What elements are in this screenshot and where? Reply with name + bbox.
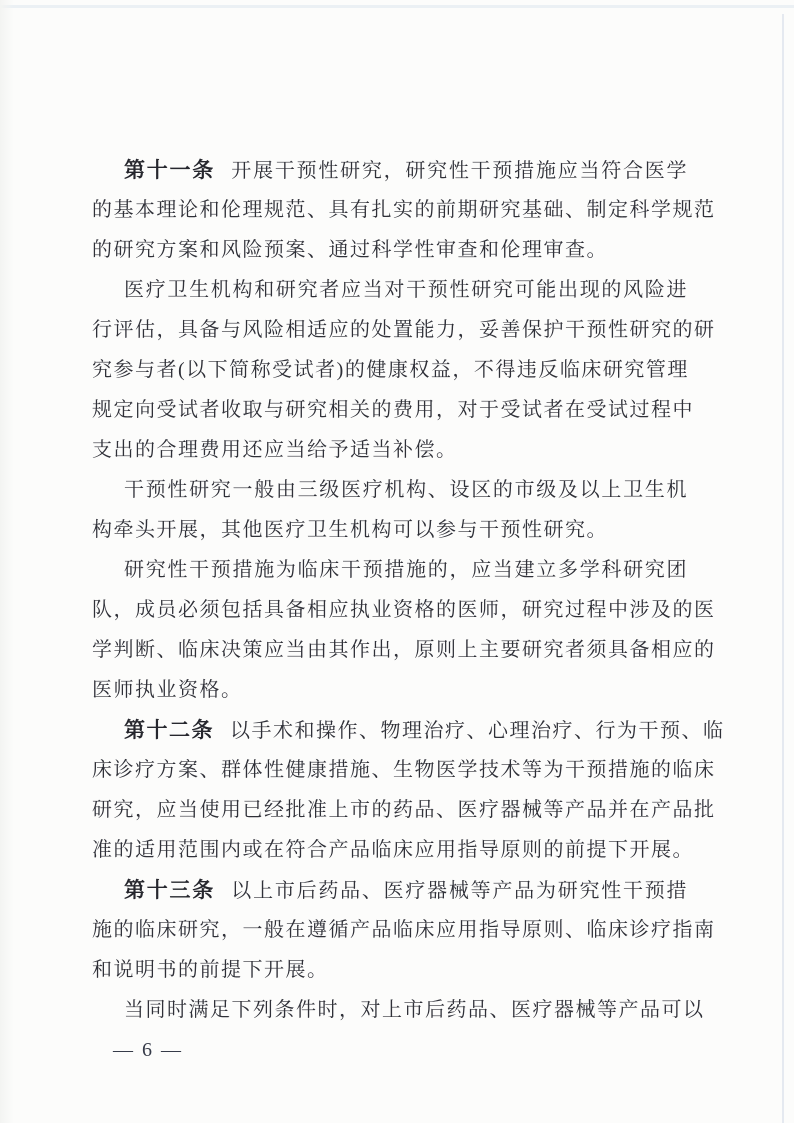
paragraph-article-12 [92,710,725,870]
article-heading: 第十一条 [124,158,216,182]
document-body [92,150,725,1070]
text-line: 医师执业资格。 [92,679,243,701]
text-line-segment: 开展干预性研究，研究性干预措施应当符合医学 [231,160,689,182]
scan-right-edge-line [782,14,784,1123]
text-line: 研究性干预措施为临床干预措施的，应当建立多学科研究团 [124,559,688,581]
text-line-segment: 以手术和操作、物理治疗、心理治疗、行为干预、临 [230,720,725,742]
text-line: 支出的合理费用还应当给予适当补偿。 [92,439,458,461]
article-heading: 第十三条 [124,878,216,902]
paragraph-risk-assessment [92,270,716,470]
article-heading: 第十二条 [124,718,214,742]
paragraph-lead-institutions [92,470,688,550]
text-line [92,710,725,750]
paragraph-article-11 [92,150,716,270]
text-line [92,870,688,910]
scan-left-edge-shade [0,0,14,1123]
text-line: 准的适用范围内或在符合产品临床应用指导原则的前提下开展。 [92,839,694,861]
text-line: 床诊疗方案、群体性健康措施、生物医学技术等为干预措施的临床 [92,759,716,781]
page-number: — 6 — [113,1039,183,1061]
text-line: 的研究方案和风险预案、通过科学性审查和伦理审查。 [92,239,608,261]
paragraph-article-13 [92,870,716,990]
text-line: 当同时满足下列条件时，对上市后药品、医疗器械等产品可以 [124,999,705,1021]
text-line: 究参与者(以下简称受试者)的健康权益，不得违反临床研究管理 [92,359,689,381]
text-line: 医疗卫生机构和研究者应当对干预性研究可能出现的风险进 [124,279,688,301]
paragraph-conditions-intro [92,990,705,1030]
text-line: 和说明书的前提下开展。 [92,959,329,981]
text-line: 施的临床研究，一般在遵循产品临床应用指导原则、临床诊疗指南 [92,919,716,941]
text-line: 规定向受试者收取与研究相关的费用，对于受试者在受试过程中 [92,399,694,421]
text-line: 学判断、临床决策应当由其作出，原则上主要研究者须具备相应的 [92,639,716,661]
text-line: 研究，应当使用已经批准上市的药品、医疗器械等产品并在产品批 [92,799,716,821]
text-line: 的基本理论和伦理规范、具有扎实的前期研究基础、制定科学规范 [92,199,716,221]
text-line [92,150,688,190]
text-line: 构牵头开展，其他医疗卫生机构可以参与干预性研究。 [92,519,608,541]
text-line: 干预性研究一般由三级医疗机构、设区的市级及以上卫生机 [124,479,688,501]
text-line-segment: 以上市后药品、医疗器械等产品为研究性干预措 [231,880,689,902]
scan-top-edge-line [0,5,794,8]
text-line: 队，成员必须包括具备相应执业资格的医师，研究过程中涉及的医 [92,599,716,621]
paragraph-multidisciplinary-team [92,550,716,710]
text-line: 行评估，具备与风险相适应的处置能力，妥善保护干预性研究的研 [92,319,716,341]
